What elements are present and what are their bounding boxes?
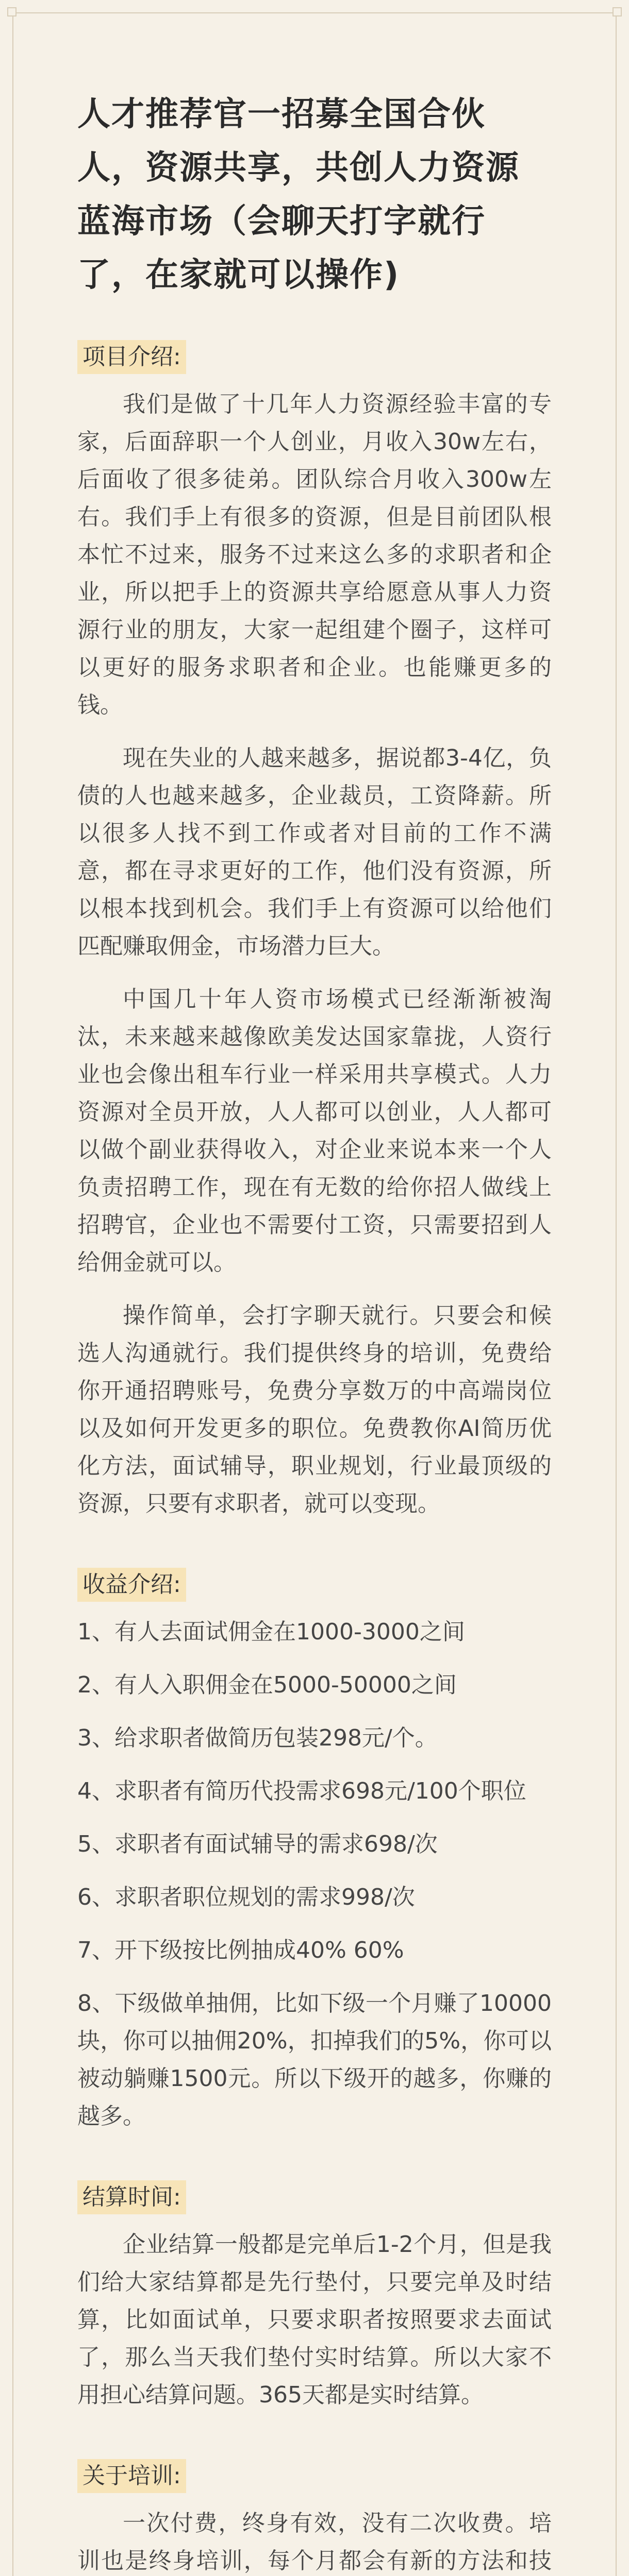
section-training [77, 2429, 552, 2576]
income-list-item: 8、下级做单抽佣，比如下级一个月赚了10000块，你可以抽佣20%，扣掉我们的5%，你可以被动躺赚1500元。所以下级开的越多，你赚的越多。 [77, 1990, 552, 2129]
intro-paragraph: 我们是做了十几年人力资源经验丰富的专家，后面辞职一个人创业，月收入30w左右，后面收了很多徒弟。团队综合月收入300w左右。我们手上有很多的资源，但是目前团队根本忙不过来，服务不过来这么多的求职者和企业，所以把手上的资源共享给愿意从事人力资源行业的朋友，大家一起组建个圈子，这样可以更好的服务求职者和企业。也能赚更多的钱。 [77, 391, 552, 718]
section-label-training: 关于培训: [77, 2459, 186, 2493]
note-content [77, 88, 552, 2576]
income-list-item: 6、求职者职位规划的需求998/次 [77, 1884, 415, 1910]
section-settlement [77, 2150, 552, 2414]
income-list-item: 5、求职者有面试辅导的需求698/次 [77, 1831, 438, 1857]
training-paragraph: 一次付费，终身有效，没有二次收费。培训也是终身培训，每个月都会有新的方法和技 [77, 2510, 552, 2574]
section-label-settlement: 结算时间: [77, 2180, 186, 2214]
section-income [77, 1538, 552, 2135]
note-title: 人才推荐官一招募全国合伙人，资源共享，共创人力资源蓝海市场（会聊天打字就行了，在家就可以操作) [77, 95, 520, 294]
intro-paragraph: 操作简单，会打字聊天就行。只要会和候选人沟通就行。我们提供终身的培训，免费给你开通招聘账号，免费分享数万的中高端岗位以及如何开发更多的职位。免费教你AI简历优化方法，面试辅导，职业规划，行业最顶级的资源，只要有求职者，就可以变现。 [77, 1302, 552, 1517]
section-intro [77, 302, 552, 1522]
intro-paragraph: 中国几十年人资市场模式已经渐渐被淘汰，未来越来越像欧美发达国家靠拢，人资行业也会像出租车行业一样采用共享模式。人力资源对全员开放，人人都可以创业，人人都可以做个副业获得收入，对企业来说本来一个人负责招聘工作，现在有无数的给你招人做线上招聘官，企业也不需要付工资，只需要招到人给佣金就可以。 [77, 986, 552, 1276]
section-label-intro: 项目介绍: [77, 340, 186, 374]
settlement-paragraph: 企业结算一般都是完单后1-2个月，但是我们给大家结算都是先行垫付，只要完单及时结算，比如面试单，只要求职者按照要求去面试了，那么当天我们垫付实时结算。所以大家不用担心结算问题。365天都是实时结算。 [77, 2231, 552, 2408]
frame-corner-top-left [7, 7, 16, 16]
income-list-item: 2、有人入职佣金在5000-50000之间 [77, 1672, 457, 1698]
income-list-item: 4、求职者有简历代投需求698元/100个职位 [77, 1778, 526, 1804]
frame-corner-top-right [613, 7, 622, 16]
income-list-item: 1、有人去面试佣金在1000-3000之间 [77, 1619, 465, 1645]
intro-paragraph: 现在失业的人越来越多，据说都3-4亿，负债的人也越来越多，企业裁员，工资降薪。所以很多人找不到工作或者对目前的工作不满意，都在寻求更好的工作，他们没有资源，所以根本找到机会。我们手上有资源可以给他们匹配赚取佣金，市场潜力巨大。 [77, 745, 552, 959]
income-list-item: 3、给求职者做简历包装298元/个。 [77, 1725, 438, 1751]
income-list-item: 7、开下级按比例抽成40% 60% [77, 1937, 404, 1963]
section-label-income: 收益介绍: [77, 1568, 186, 1602]
